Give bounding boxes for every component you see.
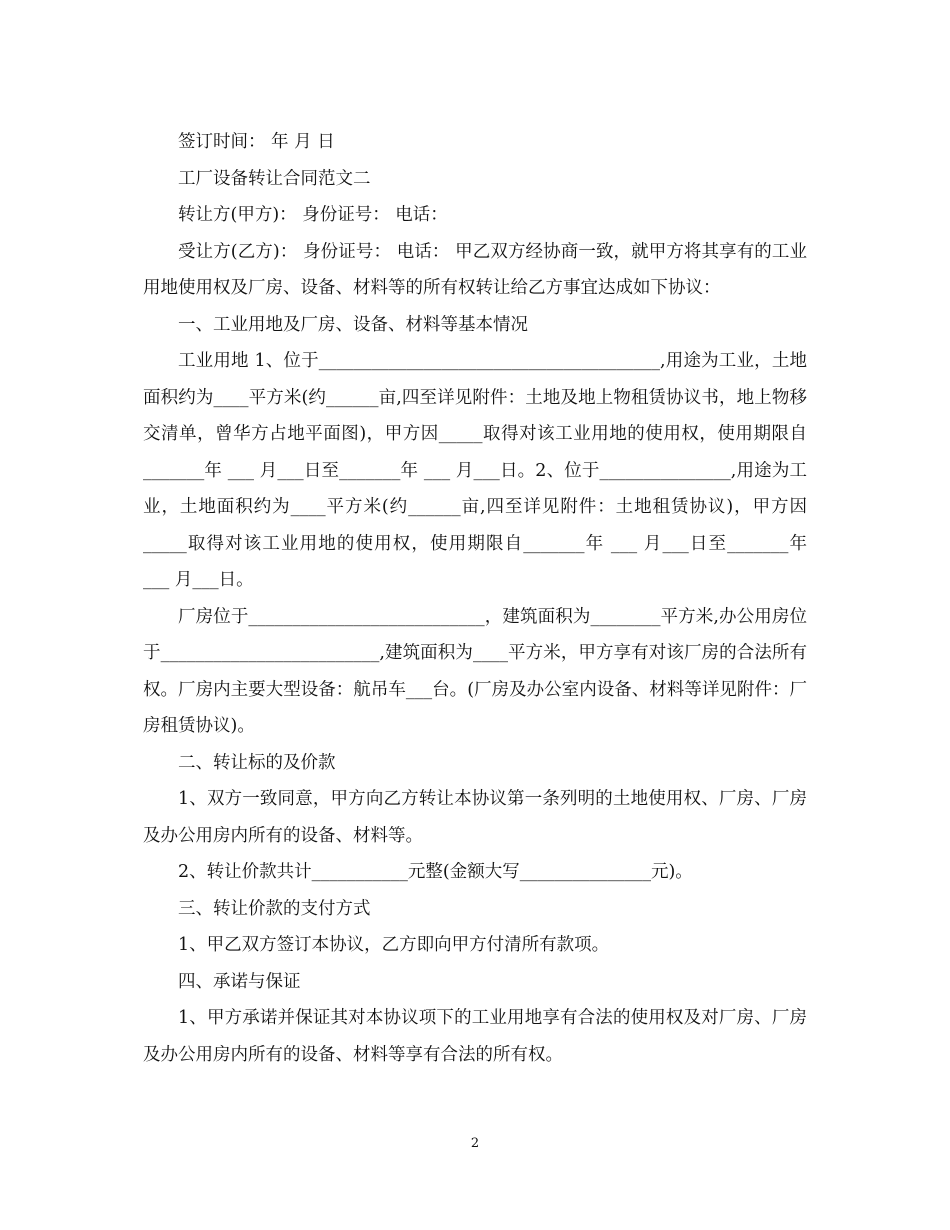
land-paragraph: 工业用地 1、位于_______________________________________,用途为工业，土地面积约为____平方米(约______亩,四至详见附件：土地及地上物租赁协议书，地上物移交清单，曾华方占地平面图)，甲方因_____取得对该工业用地的使用权，使用期限自_______年 ___ 月___日至_______年 ___ 月___日。2、位于_______________,用途为工业，土地面积约为____平方米(约______亩,四至详见附件：土地租赁协议)，甲方因_____取得对该工业用地的使用权，使用期限自_______年 ___ 月___日至_______年 ___ 月___日。 — [143, 351, 807, 590]
transferee-info: 受让方(乙方)： 身份证号： 电话： 甲乙双方经协商一致，就甲方将其享有的工业用地使用权及厂房、设备、材料等的所有权转让给乙方事宜达成如下协议： — [143, 241, 807, 298]
section-heading-1: 一、工业用地及厂房、设备、材料等基本情况 — [178, 314, 528, 335]
transferor-info: 转让方(甲方)： 身份证号： 电话： — [178, 205, 448, 225]
section-heading-2: 二、转让标的及价款 — [178, 752, 336, 773]
section-heading-3: 三、转让价款的支付方式 — [178, 898, 371, 919]
warranty-paragraph: 1、甲方承诺并保证其对本协议项下的工业用地享有合法的使用权及对厂房、厂房及办公用房内所有的设备、材料等享有合法的所有权。 — [143, 1008, 807, 1065]
price-paragraph: 2、转让价款共计___________元整(金额大写_______________元)。 — [178, 862, 693, 882]
section-heading-4: 四、承诺与保证 — [178, 971, 301, 992]
building-paragraph: 厂房位于___________________________，建筑面积为________平方米,办公用房位于_________________________,建筑面积为____平方米，甲方享有对该厂房的合法所有权。厂房内主要大型设备：航吊车___台。(厂房及办公室内设备、材料等详见附件：厂房租赁协议)。 — [143, 606, 807, 736]
page-number: 2 — [470, 1136, 480, 1151]
signing-date-line: 签订时间： 年 月 日 — [178, 132, 335, 152]
payment-paragraph: 1、甲乙双方签订本协议，乙方即向甲方付清所有款项。 — [178, 935, 610, 955]
document-body — [143, 124, 807, 1073]
transfer-subject-paragraph: 1、双方一致同意，甲方向乙方转让本协议第一条列明的土地使用权、厂房、厂房及办公用房内所有的设备、材料等。 — [143, 789, 807, 846]
contract-title: 工厂设备转让合同范文二 — [178, 168, 371, 189]
